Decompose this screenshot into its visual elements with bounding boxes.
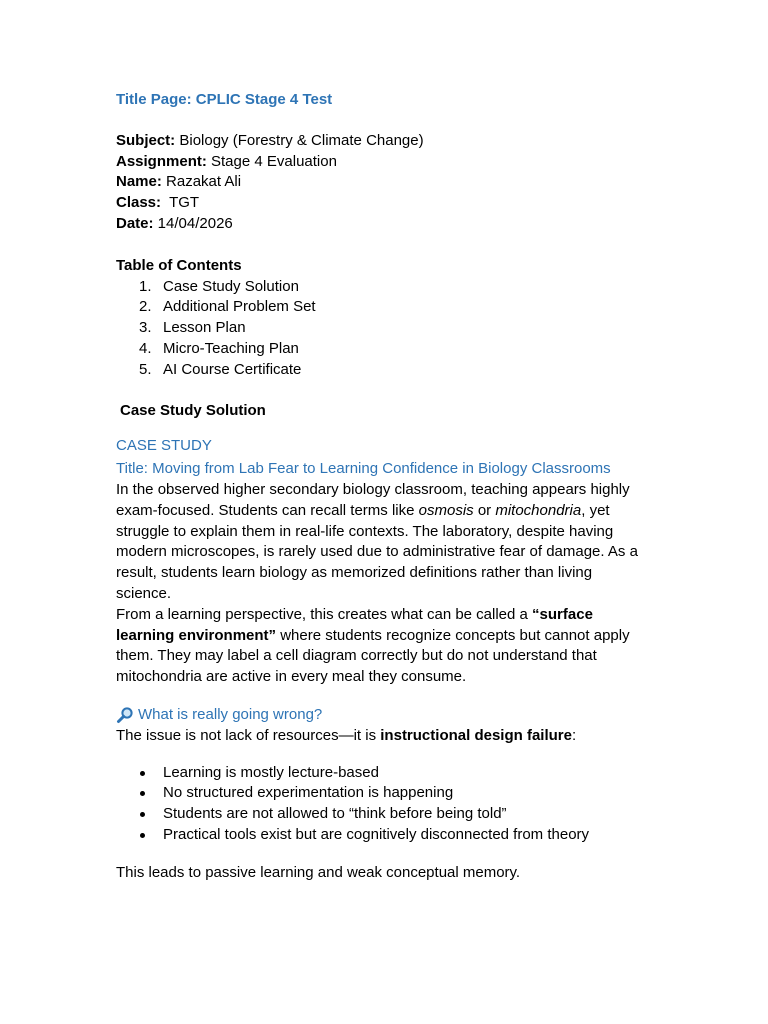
paragraph-observation <box>116 480 646 605</box>
date-label: Date: <box>116 214 154 232</box>
bullet-icon <box>140 771 145 776</box>
page-title: Title Page: CPLIC Stage 4 Test <box>116 91 333 108</box>
toc-item <box>116 339 646 360</box>
paragraph-text: where students recognize concepts but cannot apply them. They may label a cell diagram correctly but do not understand that mitochondria are active in every meal they consume. <box>116 626 630 686</box>
bullet-icon <box>140 812 145 817</box>
assignment-value: Stage 4 Evaluation <box>206 152 337 170</box>
name-label: Name: <box>116 173 162 191</box>
toc-item-label: AI Course Certificate <box>163 360 302 378</box>
paragraph-text: or <box>473 501 496 519</box>
bold-term: instructional design failure <box>380 726 572 744</box>
name-line <box>116 172 646 193</box>
list-item <box>116 783 646 804</box>
italic-term: mitochondria <box>495 501 582 519</box>
toc-item <box>116 360 646 381</box>
italic-term: osmosis <box>418 501 474 519</box>
subject-value: Biology (Forestry & Climate Change) <box>175 131 424 149</box>
table-of-contents <box>116 277 646 381</box>
toc-item-number: 2. <box>139 298 152 316</box>
toc-item <box>116 297 646 318</box>
bold-term: “surface learning environment” <box>116 605 593 644</box>
class-line <box>116 193 646 214</box>
bullet-icon <box>140 833 145 838</box>
paragraph-text: : <box>571 726 577 744</box>
case-study-label: CASE STUDY <box>116 437 212 455</box>
name-value: Razakat Ali <box>161 173 242 191</box>
class-value: TGT <box>161 194 200 212</box>
list-item-text: Students are not allowed to “think before being told” <box>163 805 507 823</box>
closing-paragraph: This leads to passive learning and weak conceptual memory. <box>116 863 521 881</box>
paragraph-text: The issue is not lack of resources—it is <box>116 726 381 744</box>
paragraph-issue <box>116 726 646 747</box>
document-page <box>116 90 646 884</box>
assignment-label: Assignment: <box>116 152 207 170</box>
list-item <box>116 804 646 825</box>
list-item <box>116 763 646 784</box>
toc-item-number: 1. <box>139 277 152 295</box>
paragraph-perspective <box>116 605 646 688</box>
toc-item-label: Case Study Solution <box>163 277 299 295</box>
metadata-block <box>116 131 646 235</box>
toc-item-label: Micro-Teaching Plan <box>163 339 299 357</box>
bullet-icon <box>140 791 145 796</box>
paragraph-text: From a learning perspective, this creates what can be called a <box>116 605 533 623</box>
toc-item-number: 3. <box>139 319 152 337</box>
subject-label: Subject: <box>116 131 176 149</box>
list-item-text: No structured experimentation is happening <box>163 784 454 802</box>
toc-item-number: 4. <box>139 339 152 357</box>
magnifying-glass-icon <box>116 706 134 724</box>
list-item-text: Practical tools exist but are cognitively disconnected from theory <box>163 825 590 843</box>
toc-item <box>116 318 646 339</box>
toc-item-label: Additional Problem Set <box>163 298 316 316</box>
paragraph-text: , yet struggle to explain them in real-life contexts. The laboratory, despite having modern microscopes, is rarely used due to administrative fear of damage. As a result, students learn biology as memorized definitions rather than living science. <box>116 501 638 602</box>
subsection-heading-text: What is really going wrong? <box>138 705 323 723</box>
subject-line <box>116 131 646 152</box>
paragraph-text: In the observed higher secondary biology classroom, teaching appears highly exam-focused. Students can recall terms like <box>116 480 630 519</box>
section-heading: Case Study Solution <box>120 401 266 419</box>
toc-item-label: Lesson Plan <box>163 319 246 337</box>
list-item <box>116 825 646 846</box>
toc-item-number: 5. <box>139 360 152 378</box>
case-study-title: Title: Moving from Lab Fear to Learning Confidence in Biology Classrooms <box>116 460 611 478</box>
class-label: Class: <box>116 194 162 212</box>
date-line <box>116 214 646 235</box>
list-item-text: Learning is mostly lecture-based <box>163 763 379 781</box>
assignment-line <box>116 152 646 173</box>
toc-heading: Table of Contents <box>116 256 242 274</box>
subsection-heading <box>116 705 646 726</box>
date-value: 14/04/2026 <box>153 214 233 232</box>
bullet-list <box>116 763 646 846</box>
toc-item <box>116 277 646 298</box>
